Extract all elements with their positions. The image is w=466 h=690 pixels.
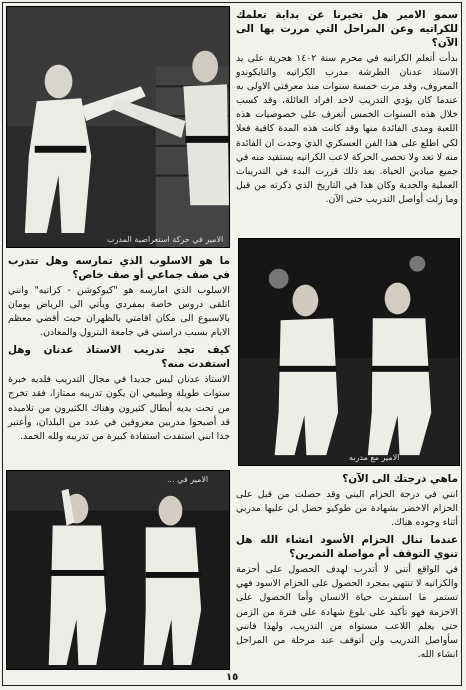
page-number: ١٥ xyxy=(226,672,239,683)
photo-prince-with-trainer-image xyxy=(239,239,459,465)
photo-two-fighters-image xyxy=(7,471,229,669)
photo-caption: الامير مع مدربه xyxy=(349,453,400,462)
answer-paragraph: بدأت أتعلم الكراتيه في محرم سنة ١٤٠٢ هجرية على يد الاستاذ عدنان الطرشة مدرب الكراتيه والتايكوندو المعروف، وقد مرت خمسة سنوات منذ معرفتي الاولى به عندما كان يؤدي التدريب لاحد افراد العائلة، وقد كسب خلال هذه السنوات الخمس أتعرف على خصوصيات هذه اللعبة ومدى الفائدة منها وقد كانت هذه المدة كافية فعلا لكي اطلع على هذا الفن العسكري الذي وجدت ان الفائدة منه لا تعد ولا تحصى الحركة لاعب الكراتيه يستفيد منه في جميع ميادين الحياة. بعد ذلك قررت البدء في التدريبات العملية والجدية وكان هذا في التاريخ الذي ذكرته من قبل وما زلت أواصل التدريب حتى الآن. xyxy=(236,53,458,205)
question-heading: ماهي درجتك الى الآن؟ xyxy=(342,473,458,485)
photo-karate-kick-image xyxy=(7,7,229,247)
answer-paragraph: انني في درجة الحزام البني وقد حصلت من قبل على الحزام الاخضر بشهادة من طوكيو حصل لي عليها مدربي أثناء وجوده هناك. xyxy=(236,489,458,529)
photo-two-fighters xyxy=(6,470,230,670)
style-article-block xyxy=(8,254,230,447)
photo-prince-with-trainer xyxy=(238,238,460,466)
photo-karate-kick xyxy=(6,6,230,248)
question-heading: سمو الامير هل تخبرنا عن بداية تعلمك للكراتيه وعن المراحل التي مررت بها الى الآن؟ xyxy=(236,9,458,49)
intro-article-block xyxy=(236,8,458,210)
answer-paragraph: في الواقع أنني لا أتدرب لهدف الحصول على أحزمة والكراتيه لا تنتهي بمجرد الحصول على الحزام الاسود فهي تستمر ما استمرت حياة الانسان وأما الحصول على الاحزمة فهو تأكيد على بلوغ شهادة على فترة من الزمن حتى يعلم اللاعب مستواه من التدريب، ولهذا فانني سأواصل التدريب ولن أتوقف عند مرحلة من المراحل انشاء الله. xyxy=(236,564,458,660)
question-heading: كيف تجد تدريب الاستاذ عدنان وهل استفدت منه؟ xyxy=(8,344,230,371)
answer-paragraph: الاستاذ عدنان ليس جديدا في مجال التدريب فلديه خبرة سنوات طويلة وطبيعي ان يكون تدريبه ممتازا، فقد تخرج من تحت يديه أبطال كثيرون وهناك الكثيرون من تلاميذه قد أصبحوا مدربين معروفين في عدد من البلدان، وأعتبر جدا انني استفدت استفادة كبيرة من تدريبه ولله الحمد. xyxy=(8,374,230,442)
question-heading: ما هو الاسلوب الذي تمارسه وهل تتدرب في صف جماعي أو صف خاص؟ xyxy=(8,255,230,281)
photo-caption: الامير في ... xyxy=(167,475,209,484)
belt-article-block xyxy=(236,472,458,665)
answer-paragraph: الاسلوب الذي امارسه هو "كيوكوشن - كراتيه" وانني اتلقى دروس خاصة بمفردي ويأتي الى الرياض يومان بالاسبوع الى مكان اقامتي بالظهران حيث أقضي معظم الايام بسبب دراستي في جامعة البترول والمعادن. xyxy=(8,285,230,339)
question-heading: عندما تنال الحزام الأسود انشاء الله هل تنوي التوقف أم مواصلة التمرين؟ xyxy=(236,534,458,561)
photo-caption: الامير في حركة استعراضية المدرب xyxy=(107,235,224,244)
